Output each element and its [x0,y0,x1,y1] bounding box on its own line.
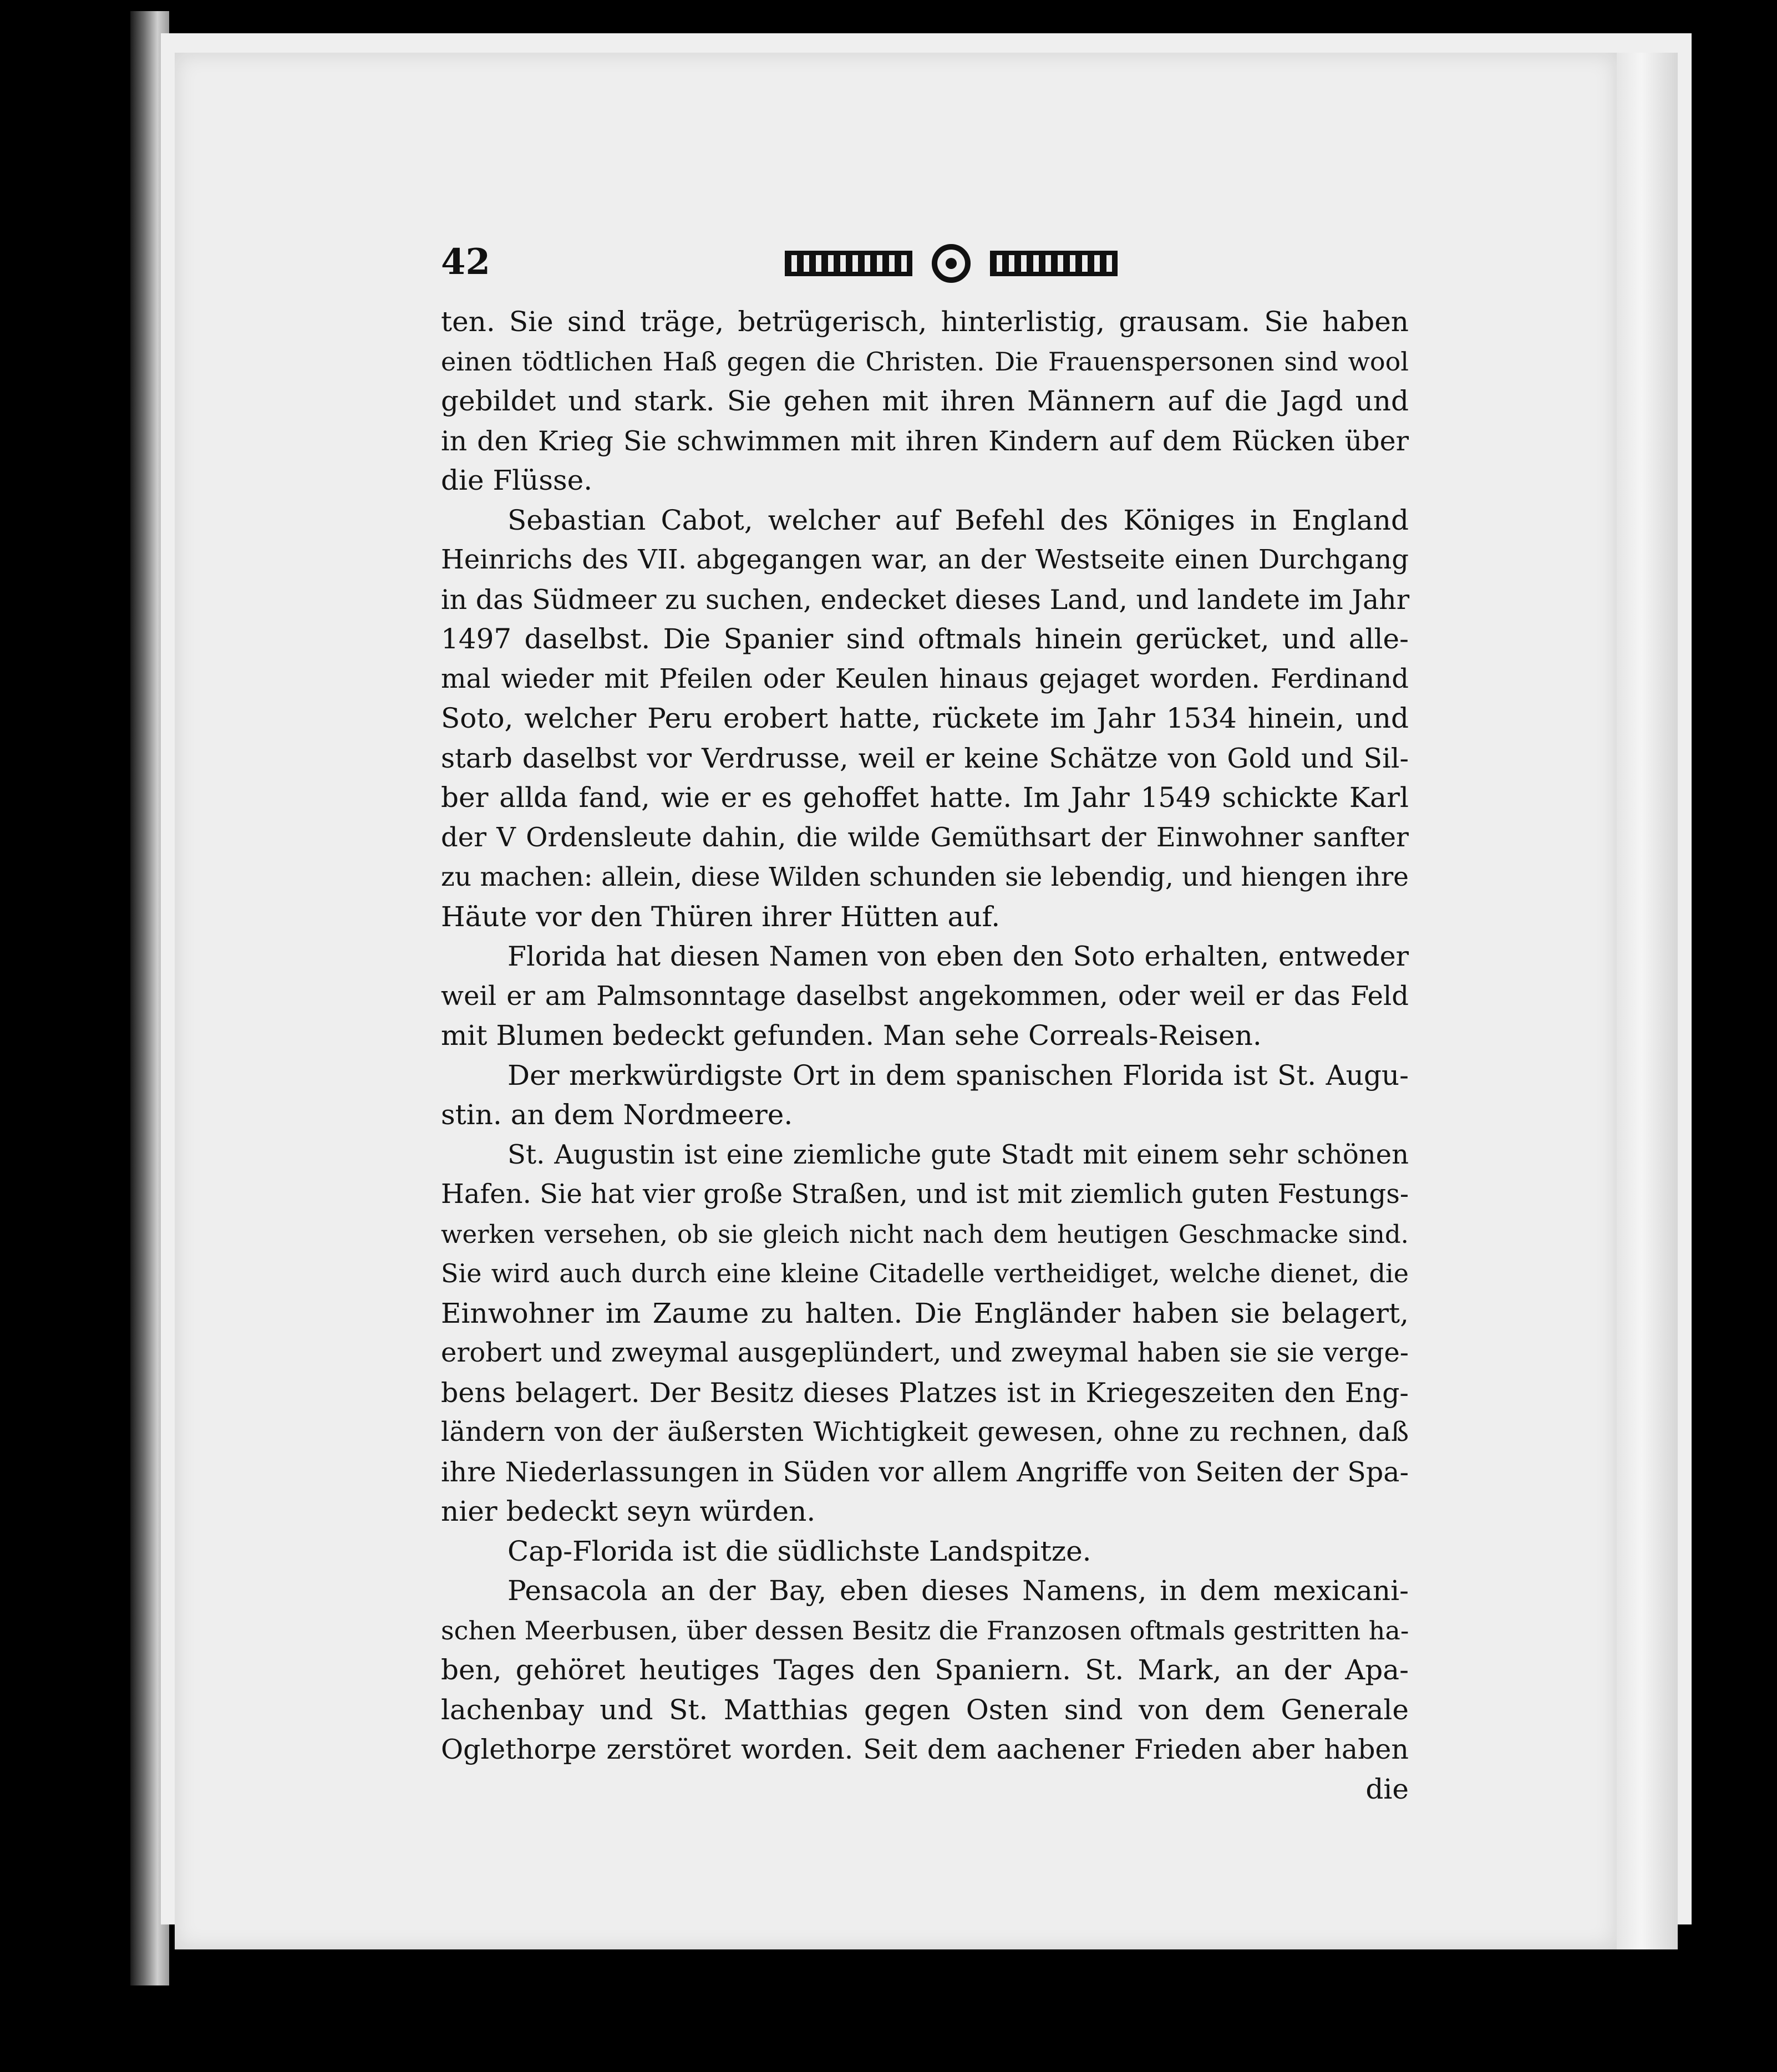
text-line: ländern von der äußersten Wichtigkeit gewesen, ohne zu rechnen, daß [441,1416,1409,1448]
text-line: Einwohner im Zaume zu halten. Die Engländer haben sie belagert, [441,1297,1409,1329]
catchword: die [1365,1773,1409,1805]
text-line: der V Ordensleute dahin, die wilde Gemüthsart der Einwohner sanfter [441,821,1409,853]
text-line: die Flüsse. [441,464,593,496]
text-line: Der merkwürdigste Ort in dem spanischen Florida ist St. Augu- [507,1059,1409,1091]
text-line: Häute vor den Thüren ihrer Hütten auf. [441,900,1001,933]
header-ornament [785,241,1118,286]
text-line: starb daselbst vor Verdrusse, weil er keine Schätze von Gold und Sil- [441,742,1409,774]
text-line: Soto, welcher Peru erobert hatte, rückete im Jahr 1534 hinein, und [441,702,1409,734]
text-line: St. Augustin ist eine ziemliche gute Stadt mit einem sehr schönen [507,1139,1409,1170]
text-line: bens belagert. Der Besitz dieses Platzes ist in Kriegeszeiten den Eng- [441,1377,1409,1409]
ornament-right-band [990,251,1118,276]
text-line: lachenbay und St. Matthias gegen Osten sind von dem Generale [441,1693,1409,1726]
text-line: Oglethorpe zerstöret worden. Seit dem aachener Frieden aber haben [441,1734,1409,1765]
text-line: gebildet und stark. Sie gehen mit ihren Männern auf die Jagd und [441,385,1409,417]
text-line: ber allda fand, wie er es gehoffet hatte. Im Jahr 1549 schickte Karl [441,781,1409,814]
text-line: weil er am Palmsonntage daselbst angekommen, oder weil er das Feld [441,980,1409,1012]
page-edge [1617,53,1678,1949]
text-line: ihre Niederlassungen in Süden vor allem Angriffe von Seiten der Spa- [441,1456,1409,1488]
page-number: 42 [441,241,491,283]
text-line: Sie wird auch durch eine kleine Citadelle vertheidiget, welche dienet, die [441,1258,1409,1288]
text-line: zu machen: allein, diese Wilden schunden sie lebendig, und hiengen ihre [441,862,1409,892]
text-line: mit Blumen bedeckt gefunden. Man sehe Correals-Reisen. [441,1019,1262,1052]
text-line: ten. Sie sind träge, betrügerisch, hinterlistig, grausam. Sie haben [441,306,1409,338]
text-line: Hafen. Sie hat vier große Straßen, und ist mit ziemlich guten Festungs- [441,1179,1409,1210]
text-line: Florida hat diesen Namen von eben den Soto erhalten, entweder [507,941,1409,972]
text-line: 1497 daselbst. Die Spanier sind oftmals hinein gerücket, und alle- [441,623,1409,655]
body-text [441,302,1409,1809]
text-line: nier bedeckt seyn würden. [441,1495,816,1527]
text-line: mal wieder mit Pfeilen oder Keulen hinaus gejaget worden. Ferdinand [441,663,1409,694]
text-line: schen Meerbusen, über dessen Besitz die Franzosen oftmals gestritten ha- [441,1615,1409,1646]
text-line: einen tödtlichen Haß gegen die Christen. Die Frauenspersonen sind wool [441,346,1409,377]
text-line: Heinrichs des VII. abgegangen war, an der Westseite einen Durchgang [441,544,1409,575]
ornament-rosette-icon [932,244,971,283]
text-line: in das Südmeer zu suchen, endecket dieses Land, und landete im Jahr [441,583,1410,616]
text-line: Pensacola an der Bay, eben dieses Namens, in dem mexicani- [507,1575,1409,1607]
ornament-left-band [785,251,912,276]
text-line: in den Krieg Sie schwimmen mit ihren Kindern auf dem Rücken über [441,425,1409,457]
text-line: Cap-Florida ist die südlichste Landspitze. [507,1535,1091,1567]
text-line: Sebastian Cabot, welcher auf Befehl des Königes in England [507,504,1409,536]
text-line: ben, gehöret heutiges Tages den Spaniern. St. Mark, an der Apa- [441,1654,1409,1686]
text-line: stin. an dem Nordmeere. [441,1099,793,1131]
page-header [441,241,1395,286]
text-line: werken versehen, ob sie gleich nicht nach dem heutigen Geschmacke sind. [441,1219,1409,1249]
text-line: erobert und zweymal ausgeplündert, und zweymal haben sie sie verge- [441,1337,1409,1368]
